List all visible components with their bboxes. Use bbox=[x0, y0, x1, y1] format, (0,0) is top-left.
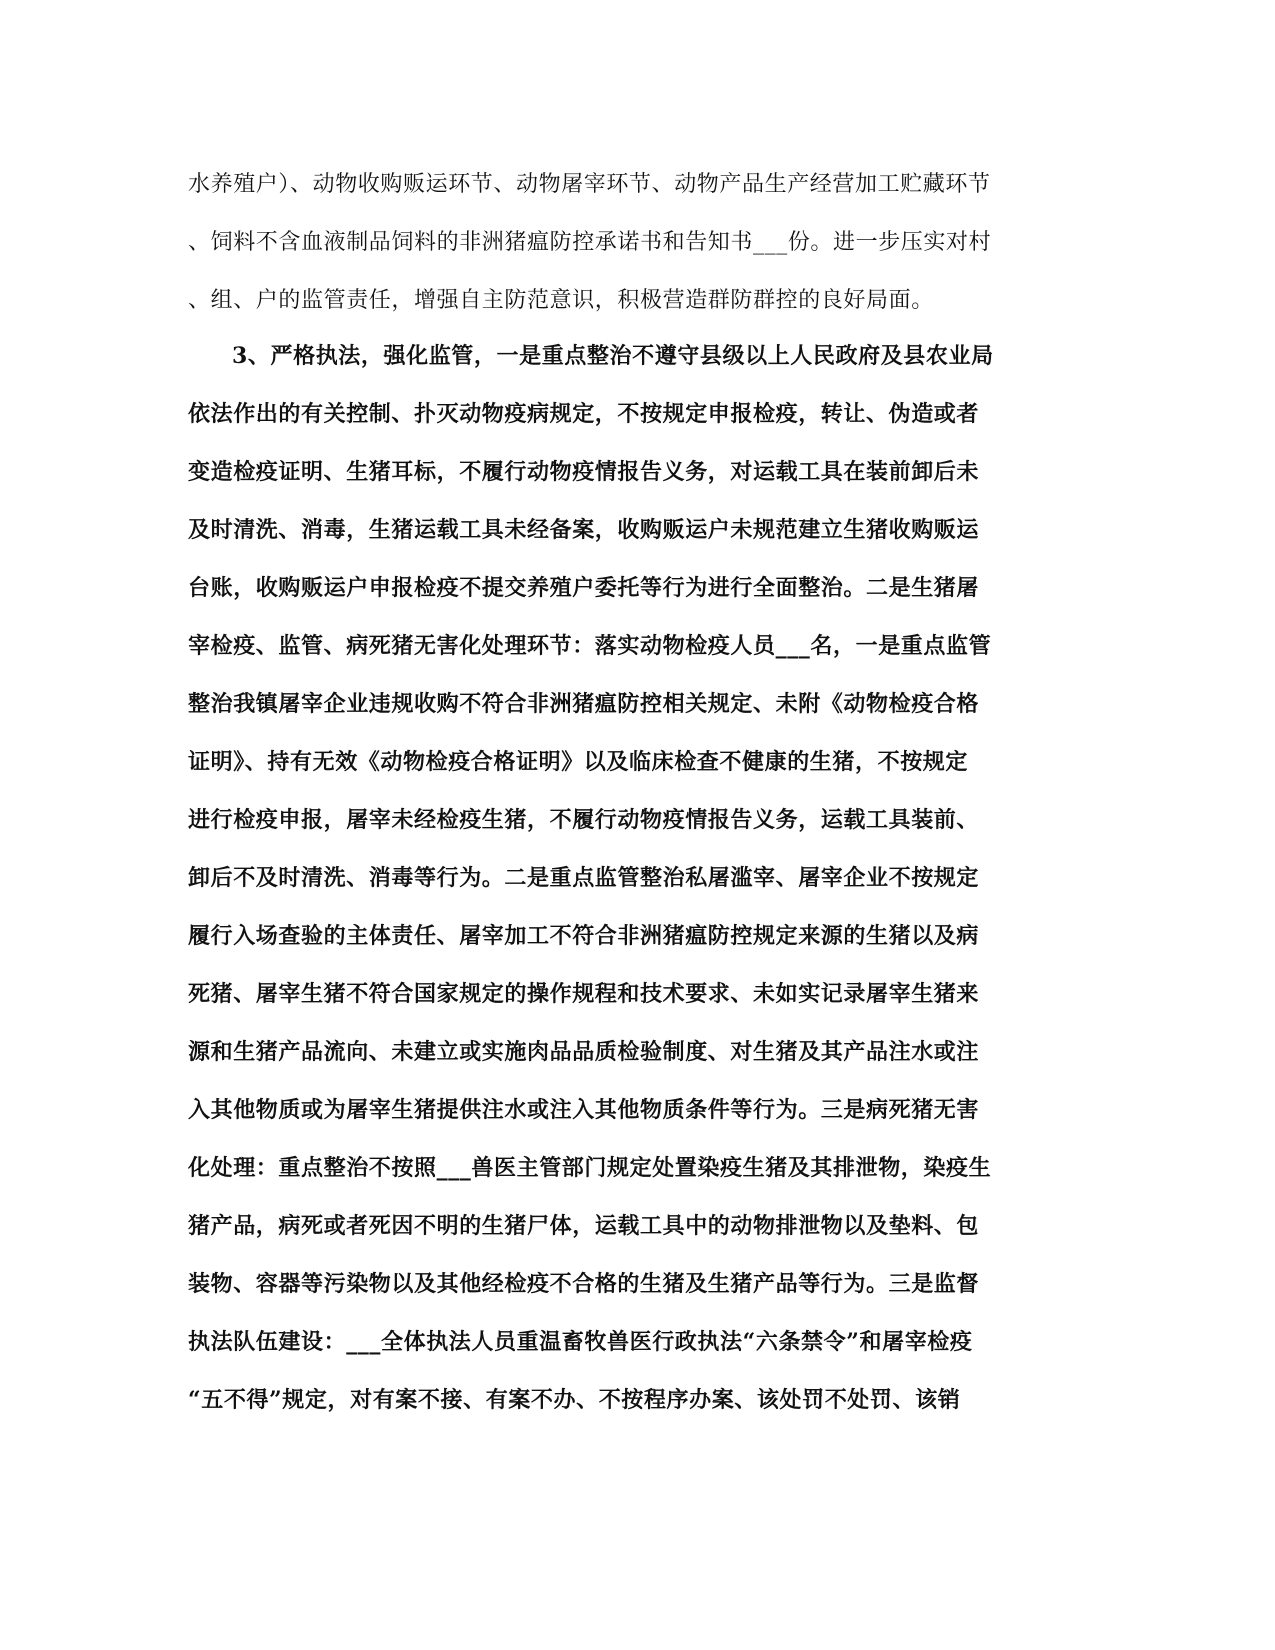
text-line: 化处理：重点整治不按照___兽医主管部门规定处置染疫生猪及其排泄物，染疫生 bbox=[188, 1155, 992, 1181]
text-line: 台账，收购贩运户申报检疫不提交养殖户委托等行为进行全面整治。二是生猪屠 bbox=[188, 575, 980, 601]
text-line: 卸后不及时清洗、消毒等行为。二是重点监管整治私屠滥宰、屠宰企业不按规定 bbox=[188, 865, 980, 891]
text-line: 猪产品，病死或者死因不明的生猪尸体，运载工具中的动物排泄物以及垫料、包 bbox=[188, 1213, 980, 1239]
text-line: 证明》、持有无效《动物检疫合格证明》以及临床检查不健康的生猪，不按规定 bbox=[188, 749, 969, 775]
text-line: 及时清洗、消毒，生猪运载工具未经备案，收购贩运户未规范建立生猪收购贩运 bbox=[188, 517, 980, 543]
paragraph-enforcement bbox=[188, 327, 1088, 1429]
text-line: 、饲料不含血液制品饲料的非洲猪瘟防控承诺书和告知书___份。进一步压实对村 bbox=[188, 230, 992, 255]
text-line: 水养殖户）、动物收购贩运环节、动物屠宰环节、动物产品生产经营加工贮藏环节 bbox=[188, 172, 991, 197]
text-line: 整治我镇屠宰企业违规收购不符合非洲猪瘟防控相关规定、未附《动物检疫合格 bbox=[188, 691, 980, 717]
text-line: 进行检疫申报，屠宰未经检疫生猪，不履行动物疫情报告义务，运载工具装前、 bbox=[188, 807, 980, 833]
text-line: 源和生猪产品流向、未建立或实施肉品品质检验制度、对生猪及其产品注水或注 bbox=[188, 1039, 980, 1065]
text-line: 履行入场查验的主体责任、屠宰加工不符合非洲猪瘟防控规定来源的生猪以及病 bbox=[188, 923, 980, 949]
text-line: 3、严格执法，强化监管，一是重点整治不遵守县级以上人民政府及县农业局 bbox=[232, 343, 994, 369]
text-line: 入其他物质或为屠宰生猪提供注水或注入其他物质条件等行为。三是病死猪无害 bbox=[188, 1097, 980, 1123]
text-line: 依法作出的有关控制、扑灭动物疫病规定，不按规定申报检疫，转让、伪造或者 bbox=[188, 401, 980, 427]
text-line: 宰检疫、监管、病死猪无害化处理环节：落实动物检疫人员___名，一是重点监管 bbox=[188, 633, 992, 659]
text-line: “五不得”规定，对有案不接、有案不办、不按程序办案、该处罚不处罚、该销 bbox=[188, 1387, 961, 1413]
text-line: 执法队伍建设：___全体执法人员重温畜牧兽医行政执法“六条禁令”和屠宰检疫 bbox=[188, 1329, 973, 1355]
text-line: 装物、容器等污染物以及其他经检疫不合格的生猪及生猪产品等行为。三是监督 bbox=[188, 1271, 980, 1297]
text-line: 死猪、屠宰生猪不符合国家规定的操作规程和技术要求、未如实记录屠宰生猪来 bbox=[188, 981, 980, 1007]
text-line: 变造检疫证明、生猪耳标，不履行动物疫情报告义务，对运载工具在装前卸后未 bbox=[188, 459, 980, 485]
paragraph-commitment bbox=[188, 156, 1088, 330]
text-line: 、组、户的监管责任，增强自主防范意识，积极营造群防群控的良好局面。 bbox=[188, 288, 934, 313]
